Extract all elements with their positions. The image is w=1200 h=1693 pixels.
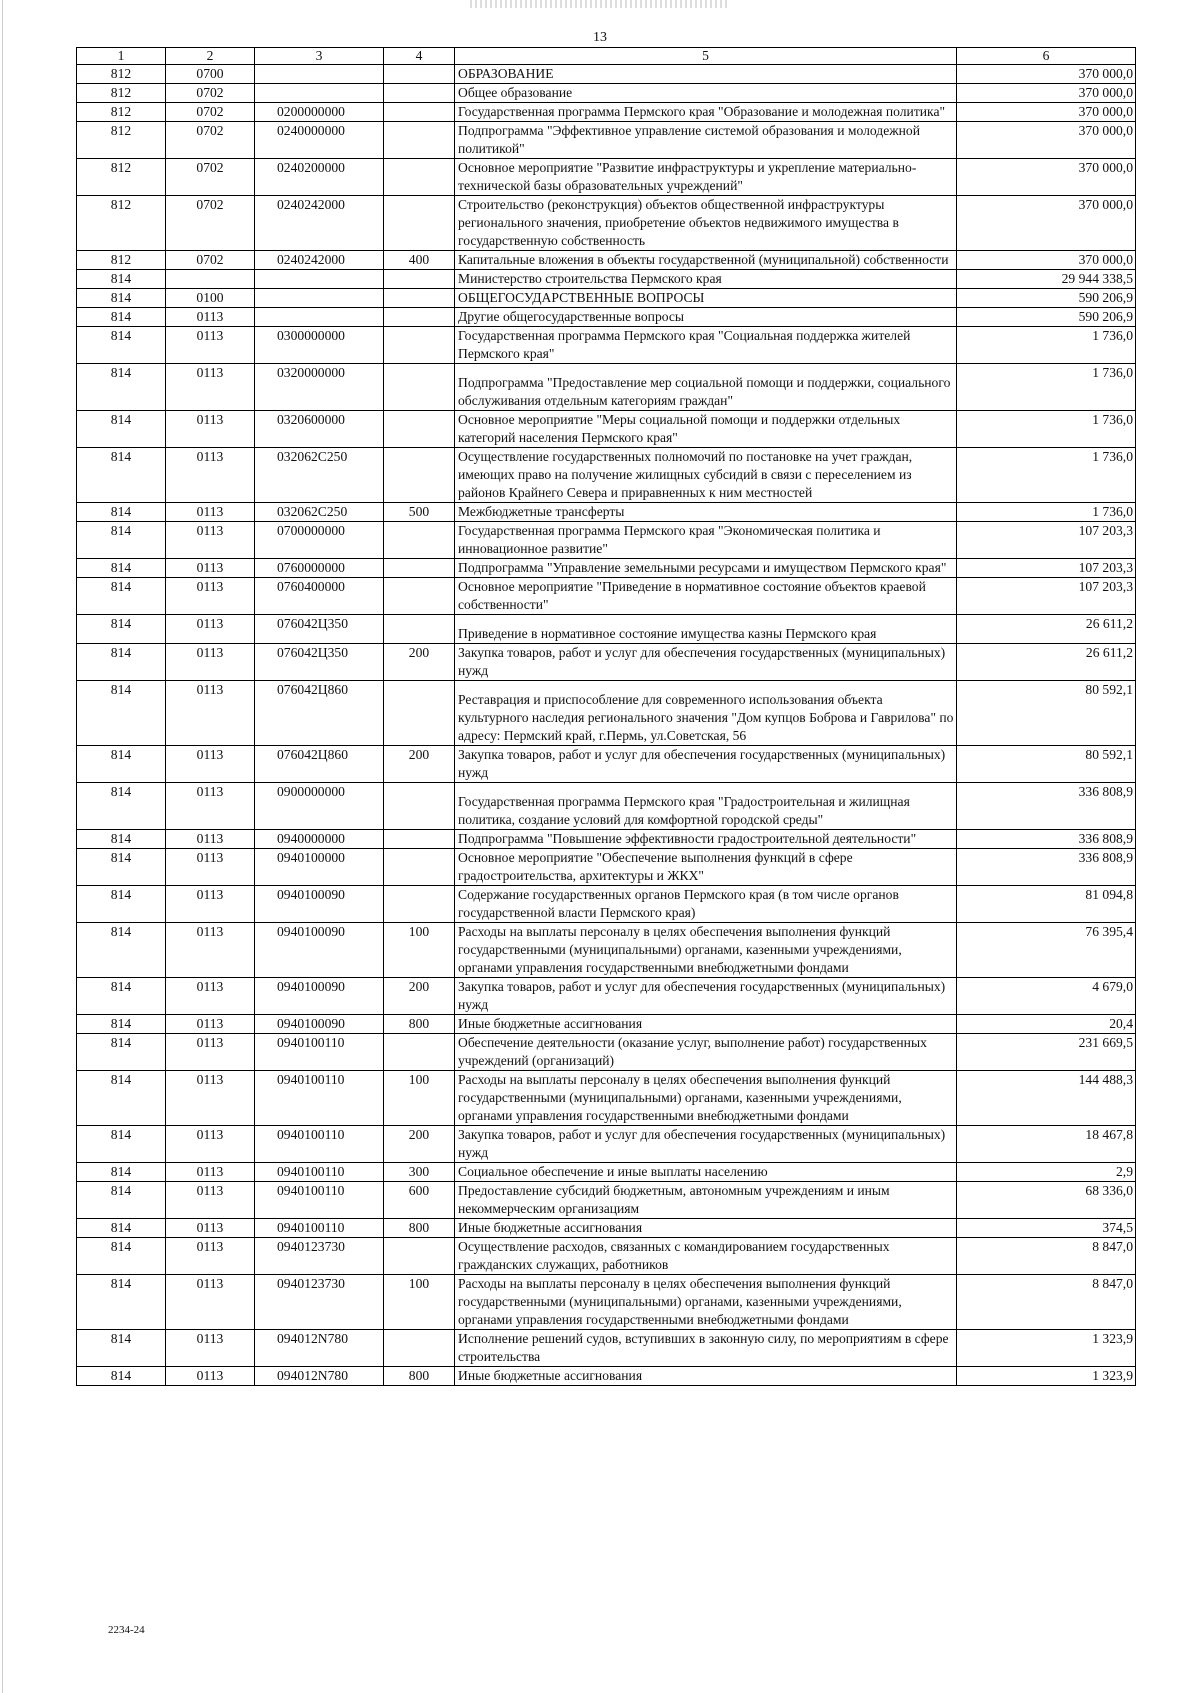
target-article-cell: 032062С250 bbox=[255, 503, 384, 522]
target-article-cell: 0940123730 bbox=[255, 1275, 384, 1330]
target-article-cell bbox=[255, 270, 384, 289]
expense-type-cell: 200 bbox=[384, 644, 455, 681]
amount-cell: 20,4 bbox=[957, 1015, 1136, 1034]
expense-type-cell: 100 bbox=[384, 1071, 455, 1126]
expense-type-cell bbox=[384, 270, 455, 289]
target-article-cell: 076042Ц350 bbox=[255, 615, 384, 644]
table-row bbox=[77, 65, 1136, 84]
table-row bbox=[77, 122, 1136, 159]
table-row bbox=[77, 1126, 1136, 1163]
expense-type-cell bbox=[384, 578, 455, 615]
expense-type-cell bbox=[384, 289, 455, 308]
ministry-code-cell: 814 bbox=[77, 1126, 166, 1163]
item-name-cell: Обеспечение деятельности (оказание услуг, выполнение работ) государственных учреждений (организаций) bbox=[455, 1034, 957, 1071]
expense-type-cell bbox=[384, 103, 455, 122]
table-row bbox=[77, 503, 1136, 522]
table-row bbox=[77, 159, 1136, 196]
amount-cell: 370 000,0 bbox=[957, 65, 1136, 84]
ministry-code-cell: 814 bbox=[77, 886, 166, 923]
amount-cell: 107 203,3 bbox=[957, 522, 1136, 559]
item-name-cell: Реставрация и приспособление для современного использования объекта культурного наследия регионального значения "Дом купцов Боброва и Гаврилова" по адресу: Пермский край, г.Пермь, ул.Советская, 56 bbox=[455, 681, 957, 746]
table-row bbox=[77, 681, 1136, 746]
item-name-cell: Основное мероприятие "Развитие инфраструктуры и укрепление материально-технической базы образовательных учреждений" bbox=[455, 159, 957, 196]
ministry-code-cell: 814 bbox=[77, 830, 166, 849]
section-code-cell bbox=[166, 270, 255, 289]
item-name-cell: Государственная программа Пермского края "Образование и молодежная политика" bbox=[455, 103, 957, 122]
amount-cell: 1 736,0 bbox=[957, 503, 1136, 522]
section-code-cell: 0113 bbox=[166, 559, 255, 578]
item-name-cell: Расходы на выплаты персоналу в целях обеспечения выполнения функций государственными (муниципальными) органами, казенными учреждениями, органами управления государственными внебюджетными фондами bbox=[455, 1275, 957, 1330]
target-article-cell: 0300000000 bbox=[255, 327, 384, 364]
section-code-cell: 0113 bbox=[166, 1126, 255, 1163]
table-row bbox=[77, 783, 1136, 830]
target-article-cell: 0760400000 bbox=[255, 578, 384, 615]
item-name-cell: Приведение в нормативное состояние имущества казны Пермского края bbox=[455, 615, 957, 644]
ministry-code-cell: 814 bbox=[77, 1219, 166, 1238]
target-article-cell bbox=[255, 84, 384, 103]
expense-type-cell: 200 bbox=[384, 1126, 455, 1163]
ministry-code-cell: 814 bbox=[77, 364, 166, 411]
expense-type-cell: 100 bbox=[384, 1275, 455, 1330]
item-name-cell: Межбюджетные трансферты bbox=[455, 503, 957, 522]
section-code-cell: 0702 bbox=[166, 196, 255, 251]
target-article-cell: 0940100110 bbox=[255, 1126, 384, 1163]
target-article-cell: 0940100110 bbox=[255, 1219, 384, 1238]
table-body bbox=[77, 65, 1136, 1386]
amount-cell: 1 323,9 bbox=[957, 1367, 1136, 1386]
expense-type-cell: 500 bbox=[384, 503, 455, 522]
amount-cell: 80 592,1 bbox=[957, 746, 1136, 783]
target-article-cell: 076042Ц860 bbox=[255, 681, 384, 746]
amount-cell: 336 808,9 bbox=[957, 830, 1136, 849]
item-name-cell: Предоставление субсидий бюджетным, автономным учреждениям и иным некоммерческим организациям bbox=[455, 1182, 957, 1219]
table-row bbox=[77, 411, 1136, 448]
item-name-cell: Основное мероприятие "Обеспечение выполнения функций в сфере градостроительства, архитектуры и ЖКХ" bbox=[455, 849, 957, 886]
target-article-cell: 0240242000 bbox=[255, 196, 384, 251]
ministry-code-cell: 812 bbox=[77, 196, 166, 251]
amount-cell: 1 736,0 bbox=[957, 364, 1136, 411]
section-code-cell: 0702 bbox=[166, 251, 255, 270]
ministry-code-cell: 814 bbox=[77, 849, 166, 886]
target-article-cell bbox=[255, 65, 384, 84]
amount-cell: 76 395,4 bbox=[957, 923, 1136, 978]
section-code-cell: 0702 bbox=[166, 122, 255, 159]
item-name-cell: Иные бюджетные ассигнования bbox=[455, 1219, 957, 1238]
amount-cell: 8 847,0 bbox=[957, 1238, 1136, 1275]
target-article-cell: 0320600000 bbox=[255, 411, 384, 448]
section-code-cell: 0113 bbox=[166, 1238, 255, 1275]
expense-type-cell: 400 bbox=[384, 251, 455, 270]
section-code-cell: 0113 bbox=[166, 1015, 255, 1034]
target-article-cell: 0240200000 bbox=[255, 159, 384, 196]
expense-type-cell bbox=[384, 1330, 455, 1367]
item-name-cell: Исполнение решений судов, вступивших в законную силу, по мероприятиям в сфере строительства bbox=[455, 1330, 957, 1367]
section-code-cell: 0113 bbox=[166, 978, 255, 1015]
expense-type-cell bbox=[384, 122, 455, 159]
section-code-cell: 0113 bbox=[166, 830, 255, 849]
section-code-cell: 0113 bbox=[166, 615, 255, 644]
expense-type-cell: 600 bbox=[384, 1182, 455, 1219]
table-row bbox=[77, 251, 1136, 270]
item-name-cell: Иные бюджетные ассигнования bbox=[455, 1015, 957, 1034]
ministry-code-cell: 814 bbox=[77, 1071, 166, 1126]
ministry-code-cell: 814 bbox=[77, 978, 166, 1015]
ministry-code-cell: 814 bbox=[77, 411, 166, 448]
amount-cell: 68 336,0 bbox=[957, 1182, 1136, 1219]
table-row bbox=[77, 1330, 1136, 1367]
amount-cell: 4 679,0 bbox=[957, 978, 1136, 1015]
ministry-code-cell: 814 bbox=[77, 615, 166, 644]
item-name-cell: Другие общегосударственные вопросы bbox=[455, 308, 957, 327]
item-name-cell: Закупка товаров, работ и услуг для обеспечения государственных (муниципальных) нужд bbox=[455, 978, 957, 1015]
amount-cell: 1 323,9 bbox=[957, 1330, 1136, 1367]
expense-type-cell bbox=[384, 783, 455, 830]
amount-cell: 370 000,0 bbox=[957, 159, 1136, 196]
target-article-cell: 0900000000 bbox=[255, 783, 384, 830]
section-code-cell: 0113 bbox=[166, 644, 255, 681]
item-name-cell: ОБЩЕГОСУДАРСТВЕННЫЕ ВОПРОСЫ bbox=[455, 289, 957, 308]
amount-cell: 107 203,3 bbox=[957, 559, 1136, 578]
ministry-code-cell: 814 bbox=[77, 1367, 166, 1386]
ministry-code-cell: 812 bbox=[77, 84, 166, 103]
amount-cell: 370 000,0 bbox=[957, 84, 1136, 103]
table-row bbox=[77, 1034, 1136, 1071]
amount-cell: 336 808,9 bbox=[957, 783, 1136, 830]
amount-cell: 370 000,0 bbox=[957, 251, 1136, 270]
expense-type-cell bbox=[384, 196, 455, 251]
table-row bbox=[77, 448, 1136, 503]
ministry-code-cell: 814 bbox=[77, 1163, 166, 1182]
target-article-cell: 094012N780 bbox=[255, 1367, 384, 1386]
item-name-cell: Подпрограмма "Повышение эффективности градостроительной деятельности" bbox=[455, 830, 957, 849]
target-article-cell: 0240242000 bbox=[255, 251, 384, 270]
target-article-cell: 0940100110 bbox=[255, 1163, 384, 1182]
expense-type-cell: 200 bbox=[384, 978, 455, 1015]
target-article-cell: 0940100110 bbox=[255, 1182, 384, 1219]
target-article-cell: 0940100090 bbox=[255, 978, 384, 1015]
table-row bbox=[77, 615, 1136, 644]
amount-cell: 370 000,0 bbox=[957, 103, 1136, 122]
ministry-code-cell: 814 bbox=[77, 746, 166, 783]
section-code-cell: 0113 bbox=[166, 1219, 255, 1238]
scan-edge-line bbox=[2, 0, 3, 1693]
table-row bbox=[77, 364, 1136, 411]
section-code-cell: 0113 bbox=[166, 1367, 255, 1386]
table-row bbox=[77, 1182, 1136, 1219]
footer-document-code: 2234-24 bbox=[108, 1624, 145, 1636]
target-article-cell: 0940100090 bbox=[255, 886, 384, 923]
item-name-cell: Иные бюджетные ассигнования bbox=[455, 1367, 957, 1386]
item-name-cell: Содержание государственных органов Пермского края (в том числе органов государственной власти Пермского края) bbox=[455, 886, 957, 923]
expense-type-cell bbox=[384, 1238, 455, 1275]
amount-cell: 1 736,0 bbox=[957, 448, 1136, 503]
target-article-cell: 0940100000 bbox=[255, 849, 384, 886]
table-row bbox=[77, 327, 1136, 364]
ministry-code-cell: 814 bbox=[77, 270, 166, 289]
item-name-cell: Подпрограмма "Эффективное управление системой образования и молодежной политикой" bbox=[455, 122, 957, 159]
column-header-2: 2 bbox=[166, 48, 255, 65]
table-row bbox=[77, 522, 1136, 559]
target-article-cell bbox=[255, 289, 384, 308]
ministry-code-cell: 814 bbox=[77, 1015, 166, 1034]
ministry-code-cell: 814 bbox=[77, 522, 166, 559]
table-row bbox=[77, 746, 1136, 783]
section-code-cell: 0113 bbox=[166, 411, 255, 448]
item-name-cell: Министерство строительства Пермского края bbox=[455, 270, 957, 289]
target-article-cell bbox=[255, 308, 384, 327]
target-article-cell: 0940000000 bbox=[255, 830, 384, 849]
column-header-1: 1 bbox=[77, 48, 166, 65]
section-code-cell: 0113 bbox=[166, 746, 255, 783]
amount-cell: 144 488,3 bbox=[957, 1071, 1136, 1126]
table-row bbox=[77, 1275, 1136, 1330]
target-article-cell: 0940123730 bbox=[255, 1238, 384, 1275]
amount-cell: 107 203,3 bbox=[957, 578, 1136, 615]
item-name-cell: Подпрограмма "Предоставление мер социальной помощи и поддержки, социального обслуживания отдельным категориям граждан" bbox=[455, 364, 957, 411]
section-code-cell: 0113 bbox=[166, 783, 255, 830]
expense-type-cell bbox=[384, 615, 455, 644]
ministry-code-cell: 814 bbox=[77, 1034, 166, 1071]
ministry-code-cell: 814 bbox=[77, 578, 166, 615]
section-code-cell: 0113 bbox=[166, 1275, 255, 1330]
target-article-cell: 094012N780 bbox=[255, 1330, 384, 1367]
ministry-code-cell: 814 bbox=[77, 308, 166, 327]
amount-cell: 590 206,9 bbox=[957, 308, 1136, 327]
item-name-cell: Расходы на выплаты персоналу в целях обеспечения выполнения функций государственными (муниципальными) органами, казенными учреждениями, органами управления государственными внебюджетными фондами bbox=[455, 1071, 957, 1126]
table-row bbox=[77, 196, 1136, 251]
item-name-cell: Расходы на выплаты персоналу в целях обеспечения выполнения функций государственными (муниципальными) органами, казенными учреждениями, органами управления государственными внебюджетными фондами bbox=[455, 923, 957, 978]
target-article-cell: 0240000000 bbox=[255, 122, 384, 159]
item-name-cell: Государственная программа Пермского края "Экономическая политика и инновационное развитие" bbox=[455, 522, 957, 559]
expense-type-cell bbox=[384, 830, 455, 849]
column-header-6: 6 bbox=[957, 48, 1136, 65]
expense-type-cell bbox=[384, 849, 455, 886]
section-code-cell: 0113 bbox=[166, 308, 255, 327]
expense-type-cell: 800 bbox=[384, 1219, 455, 1238]
amount-cell: 2,9 bbox=[957, 1163, 1136, 1182]
section-code-cell: 0702 bbox=[166, 159, 255, 196]
amount-cell: 1 736,0 bbox=[957, 411, 1136, 448]
table-row bbox=[77, 270, 1136, 289]
target-article-cell: 0700000000 bbox=[255, 522, 384, 559]
section-code-cell: 0113 bbox=[166, 1163, 255, 1182]
item-name-cell: Основное мероприятие "Меры социальной помощи и поддержки отдельных категорий населения Пермского края" bbox=[455, 411, 957, 448]
amount-cell: 26 611,2 bbox=[957, 615, 1136, 644]
expense-type-cell bbox=[384, 1034, 455, 1071]
expense-type-cell bbox=[384, 159, 455, 196]
table-row bbox=[77, 923, 1136, 978]
section-code-cell: 0113 bbox=[166, 681, 255, 746]
expense-type-cell bbox=[384, 65, 455, 84]
section-code-cell: 0113 bbox=[166, 503, 255, 522]
target-article-cell: 032062С250 bbox=[255, 448, 384, 503]
item-name-cell: ОБРАЗОВАНИЕ bbox=[455, 65, 957, 84]
table-row bbox=[77, 1163, 1136, 1182]
section-code-cell: 0113 bbox=[166, 1182, 255, 1219]
section-code-cell: 0100 bbox=[166, 289, 255, 308]
ministry-code-cell: 814 bbox=[77, 559, 166, 578]
amount-cell: 374,5 bbox=[957, 1219, 1136, 1238]
ministry-code-cell: 814 bbox=[77, 644, 166, 681]
table-row bbox=[77, 1071, 1136, 1126]
target-article-cell: 0200000000 bbox=[255, 103, 384, 122]
ministry-code-cell: 814 bbox=[77, 1330, 166, 1367]
item-name-cell: Закупка товаров, работ и услуг для обеспечения государственных (муниципальных) нужд bbox=[455, 644, 957, 681]
column-header-4: 4 bbox=[384, 48, 455, 65]
amount-cell: 1 736,0 bbox=[957, 327, 1136, 364]
section-code-cell: 0113 bbox=[166, 1330, 255, 1367]
expense-type-cell bbox=[384, 522, 455, 559]
target-article-cell: 0940100110 bbox=[255, 1071, 384, 1126]
item-name-cell: Закупка товаров, работ и услуг для обеспечения государственных (муниципальных) нужд bbox=[455, 746, 957, 783]
expense-type-cell bbox=[384, 411, 455, 448]
section-code-cell: 0113 bbox=[166, 448, 255, 503]
ministry-code-cell: 814 bbox=[77, 1182, 166, 1219]
ministry-code-cell: 814 bbox=[77, 783, 166, 830]
target-article-cell: 076042Ц350 bbox=[255, 644, 384, 681]
section-code-cell: 0113 bbox=[166, 522, 255, 559]
target-article-cell: 0760000000 bbox=[255, 559, 384, 578]
ministry-code-cell: 814 bbox=[77, 1238, 166, 1275]
expense-type-cell bbox=[384, 84, 455, 103]
column-header-3: 3 bbox=[255, 48, 384, 65]
section-code-cell: 0113 bbox=[166, 1034, 255, 1071]
table-row bbox=[77, 978, 1136, 1015]
expense-type-cell: 800 bbox=[384, 1015, 455, 1034]
target-article-cell: 076042Ц860 bbox=[255, 746, 384, 783]
section-code-cell: 0113 bbox=[166, 923, 255, 978]
ministry-code-cell: 814 bbox=[77, 448, 166, 503]
ministry-code-cell: 812 bbox=[77, 159, 166, 196]
expense-type-cell: 200 bbox=[384, 746, 455, 783]
amount-cell: 29 944 338,5 bbox=[957, 270, 1136, 289]
table-row bbox=[77, 849, 1136, 886]
target-article-cell: 0320000000 bbox=[255, 364, 384, 411]
target-article-cell: 0940100110 bbox=[255, 1034, 384, 1071]
item-name-cell: Государственная программа Пермского края "Социальная поддержка жителей Пермского края" bbox=[455, 327, 957, 364]
expense-type-cell bbox=[384, 448, 455, 503]
amount-cell: 81 094,8 bbox=[957, 886, 1136, 923]
expense-type-cell bbox=[384, 327, 455, 364]
section-code-cell: 0113 bbox=[166, 364, 255, 411]
table-row bbox=[77, 886, 1136, 923]
expense-type-cell bbox=[384, 364, 455, 411]
table-row bbox=[77, 1238, 1136, 1275]
item-name-cell: Общее образование bbox=[455, 84, 957, 103]
section-code-cell: 0700 bbox=[166, 65, 255, 84]
header-row bbox=[77, 48, 1136, 65]
expense-type-cell bbox=[384, 559, 455, 578]
section-code-cell: 0113 bbox=[166, 578, 255, 615]
table-row bbox=[77, 1219, 1136, 1238]
ministry-code-cell: 812 bbox=[77, 65, 166, 84]
ministry-code-cell: 814 bbox=[77, 289, 166, 308]
target-article-cell: 0940100090 bbox=[255, 923, 384, 978]
item-name-cell: Основное мероприятие "Приведение в нормативное состояние объектов краевой собственности" bbox=[455, 578, 957, 615]
section-code-cell: 0113 bbox=[166, 1071, 255, 1126]
table-row bbox=[77, 84, 1136, 103]
table-row bbox=[77, 289, 1136, 308]
table-row bbox=[77, 308, 1136, 327]
scan-artifact bbox=[470, 0, 730, 8]
ministry-code-cell: 814 bbox=[77, 1275, 166, 1330]
item-name-cell: Осуществление государственных полномочий по постановке на учет граждан, имеющих право на получение жилищных субсидий в связи с переселением из районов Крайнего Севера и приравненных к ним местностей bbox=[455, 448, 957, 503]
table-row bbox=[77, 1015, 1136, 1034]
item-name-cell: Закупка товаров, работ и услуг для обеспечения государственных (муниципальных) нужд bbox=[455, 1126, 957, 1163]
amount-cell: 231 669,5 bbox=[957, 1034, 1136, 1071]
table-row bbox=[77, 559, 1136, 578]
amount-cell: 80 592,1 bbox=[957, 681, 1136, 746]
table-row bbox=[77, 103, 1136, 122]
item-name-cell: Капитальные вложения в объекты государственной (муниципальной) собственности bbox=[455, 251, 957, 270]
section-code-cell: 0113 bbox=[166, 327, 255, 364]
ministry-code-cell: 814 bbox=[77, 327, 166, 364]
expense-type-cell bbox=[384, 308, 455, 327]
column-header-5: 5 bbox=[455, 48, 957, 65]
table-header bbox=[77, 48, 1136, 65]
page-number: 13 bbox=[593, 30, 607, 45]
expense-type-cell: 800 bbox=[384, 1367, 455, 1386]
item-name-cell: Строительство (реконструкция) объектов общественной инфраструктуры регионального значения, приобретение объектов недвижимого имущества в государственную собственность bbox=[455, 196, 957, 251]
amount-cell: 370 000,0 bbox=[957, 122, 1136, 159]
ministry-code-cell: 814 bbox=[77, 923, 166, 978]
target-article-cell: 0940100090 bbox=[255, 1015, 384, 1034]
ministry-code-cell: 814 bbox=[77, 681, 166, 746]
section-code-cell: 0702 bbox=[166, 84, 255, 103]
expense-type-cell: 100 bbox=[384, 923, 455, 978]
amount-cell: 370 000,0 bbox=[957, 196, 1136, 251]
item-name-cell: Подпрограмма "Управление земельными ресурсами и имуществом Пермского края" bbox=[455, 559, 957, 578]
table-row bbox=[77, 830, 1136, 849]
item-name-cell: Социальное обеспечение и иные выплаты населению bbox=[455, 1163, 957, 1182]
item-name-cell: Осуществление расходов, связанных с командированием государственных гражданских служащих, работников bbox=[455, 1238, 957, 1275]
amount-cell: 26 611,2 bbox=[957, 644, 1136, 681]
expense-type-cell bbox=[384, 886, 455, 923]
section-code-cell: 0113 bbox=[166, 849, 255, 886]
ministry-code-cell: 812 bbox=[77, 251, 166, 270]
ministry-code-cell: 812 bbox=[77, 103, 166, 122]
ministry-code-cell: 814 bbox=[77, 503, 166, 522]
amount-cell: 590 206,9 bbox=[957, 289, 1136, 308]
amount-cell: 336 808,9 bbox=[957, 849, 1136, 886]
budget-table bbox=[76, 47, 1136, 1386]
table-row bbox=[77, 1367, 1136, 1386]
table-row bbox=[77, 644, 1136, 681]
amount-cell: 18 467,8 bbox=[957, 1126, 1136, 1163]
item-name-cell: Государственная программа Пермского края "Градостроительная и жилищная политика, создание условий для комфортной городской среды" bbox=[455, 783, 957, 830]
table-row bbox=[77, 578, 1136, 615]
ministry-code-cell: 812 bbox=[77, 122, 166, 159]
amount-cell: 8 847,0 bbox=[957, 1275, 1136, 1330]
expense-type-cell: 300 bbox=[384, 1163, 455, 1182]
expense-type-cell bbox=[384, 681, 455, 746]
section-code-cell: 0113 bbox=[166, 886, 255, 923]
section-code-cell: 0702 bbox=[166, 103, 255, 122]
